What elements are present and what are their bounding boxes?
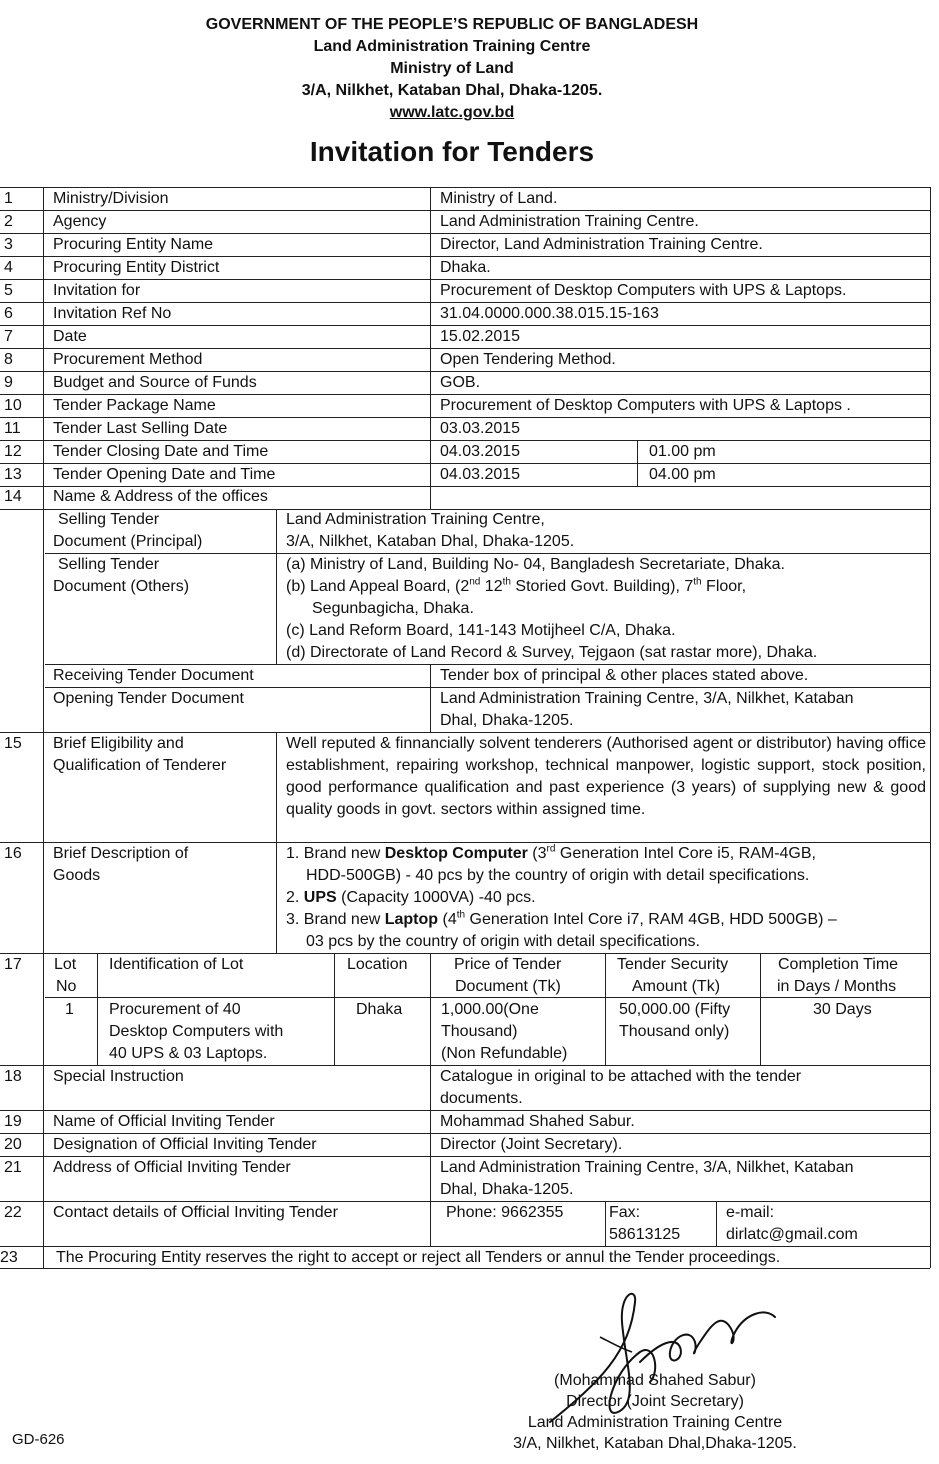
row-label: Tender Closing Date and Time — [53, 443, 269, 460]
row-label: Invitation Ref No — [53, 305, 172, 322]
grid-line — [45, 997, 930, 998]
row-number: 13 — [4, 466, 22, 483]
website-link[interactable]: www.latc.gov.bd — [389, 104, 515, 121]
row-time: 01.00 pm — [649, 443, 716, 460]
grid-line — [716, 1201, 717, 1246]
row-number: 7 — [4, 328, 13, 345]
grid-line — [430, 953, 431, 1065]
grid-line — [0, 1201, 930, 1202]
grid-line — [276, 509, 277, 664]
grid-line — [0, 279, 930, 280]
row-value: Open Tendering Method. — [440, 351, 616, 368]
others-b: (b) Land Appeal Board, (2nd 12th Storied Govt. Building), 7th Floor, — [286, 576, 747, 595]
row-value: Procurement of Desktop Computers with UPS & Laptops. — [440, 282, 847, 299]
goods-item-1: 1. Brand new Desktop Computer (3rd Generation Intel Core i5, RAM-4GB, — [286, 843, 816, 862]
row-number: 6 — [4, 305, 13, 322]
row-label: Ministry/Division — [53, 190, 169, 207]
row-value: Ministry of Land. — [440, 190, 558, 207]
row-number: 9 — [4, 374, 13, 391]
grid-line — [45, 687, 930, 688]
grid-line — [637, 440, 638, 486]
ministry-name: Ministry of Land — [390, 60, 514, 77]
grid-line — [0, 233, 930, 234]
grid-line — [334, 953, 335, 1065]
grid-line — [0, 417, 930, 418]
grid-line — [45, 553, 930, 554]
row-value: Dhaka. — [440, 259, 491, 276]
signatory-designation: Director (Joint Secretary) — [566, 1393, 744, 1410]
grid-line — [276, 732, 277, 953]
grid-line — [0, 325, 930, 326]
row-label: Budget and Source of Funds — [53, 374, 257, 391]
grid-line — [45, 664, 930, 665]
signatory-name: (Mohammad Shahed Sabur) — [554, 1372, 756, 1389]
row-label: Invitation for — [53, 282, 141, 299]
row-time: 04.00 pm — [649, 466, 716, 483]
signatory-org: Land Administration Training Centre — [527, 1414, 783, 1431]
row-number: 11 — [4, 420, 21, 437]
grid-line — [0, 1246, 930, 1247]
row-label: Tender Opening Date and Time — [53, 466, 276, 483]
org-address: 3/A, Nilkhet, Kataban Dhal, Dhaka-1205. — [301, 82, 603, 99]
org-name: Land Administration Training Centre — [313, 38, 591, 55]
row-value: GOB. — [440, 374, 481, 391]
grid-line — [430, 187, 431, 509]
row-label: Procuring Entity Name — [53, 236, 214, 253]
grid-line — [0, 1065, 930, 1066]
grid-line — [0, 509, 930, 510]
gov-title: GOVERNMENT OF THE PEOPLE’S REPUBLIC OF BANGLADESH — [205, 16, 699, 33]
row-number: 5 — [4, 282, 13, 299]
grid-line — [0, 1110, 930, 1111]
grid-line — [0, 1133, 930, 1134]
grid-line — [605, 1201, 606, 1246]
grid-line — [0, 302, 930, 303]
row-value: 04.03.2015 — [440, 466, 521, 483]
row-value: 04.03.2015 — [440, 443, 521, 460]
grid-line — [0, 440, 930, 441]
grid-line — [0, 348, 930, 349]
grid-line — [430, 1065, 431, 1246]
eligibility-text: Well reputed & finnancially solvent tenderers (Authorised agent or distributor) having office establishment, repairing workshop, technical manpower, logistic support, stock position, good performance qualification and past experience (3 years) of supplying new & good quality goods in govt. sectors within assigned time. — [286, 735, 926, 818]
page-title: Invitation for Tenders — [309, 136, 595, 167]
row-value: 31.04.0000.000.38.015.15-163 — [440, 305, 659, 322]
grid-line — [97, 953, 98, 1065]
row-label: Tender Package Name — [53, 397, 216, 414]
grid-line — [0, 1156, 930, 1157]
row-label: Date — [53, 328, 87, 345]
row-number: 8 — [4, 351, 13, 368]
row-number: 4 — [4, 259, 13, 276]
grid-line — [0, 371, 930, 372]
grid-line — [0, 732, 930, 733]
grid-line — [0, 842, 930, 843]
grid-line — [0, 463, 930, 464]
row-label: Agency — [53, 213, 107, 230]
grid-line — [0, 210, 930, 211]
row-label: Procuring Entity District — [53, 259, 220, 276]
grid-line — [930, 187, 931, 1268]
footer-code: GD-626 — [12, 1431, 65, 1448]
row-value: Land Administration Training Centre. — [440, 213, 699, 230]
grid-line — [0, 394, 930, 395]
grid-line — [430, 664, 431, 732]
grid-line — [0, 187, 930, 188]
grid-line — [0, 256, 930, 257]
row-number: 1 — [4, 190, 13, 207]
row-value: 03.03.2015 — [440, 420, 521, 437]
row-number: 2 — [4, 213, 13, 230]
row-number: 12 — [4, 443, 22, 460]
signatory-address: 3/A, Nilkhet, Kataban Dhal,Dhaka-1205. — [513, 1435, 797, 1452]
row-label: Procurement Method — [53, 351, 203, 368]
row-value: 15.02.2015 — [440, 328, 521, 345]
row-number: 3 — [4, 236, 13, 253]
row-number: 10 — [4, 397, 22, 414]
email-link[interactable]: dirlatc@gmail.com — [726, 1226, 858, 1243]
grid-line — [605, 953, 606, 1065]
row-value: Director, Land Administration Training Centre. — [440, 236, 763, 253]
grid-line — [0, 486, 930, 487]
grid-line — [0, 953, 930, 954]
row-value: Procurement of Desktop Computers with UPS & Laptops . — [440, 397, 851, 414]
grid-line — [0, 1268, 930, 1269]
grid-line — [43, 187, 44, 1268]
row-label: Tender Last Selling Date — [53, 420, 228, 437]
grid-line — [760, 953, 761, 1065]
